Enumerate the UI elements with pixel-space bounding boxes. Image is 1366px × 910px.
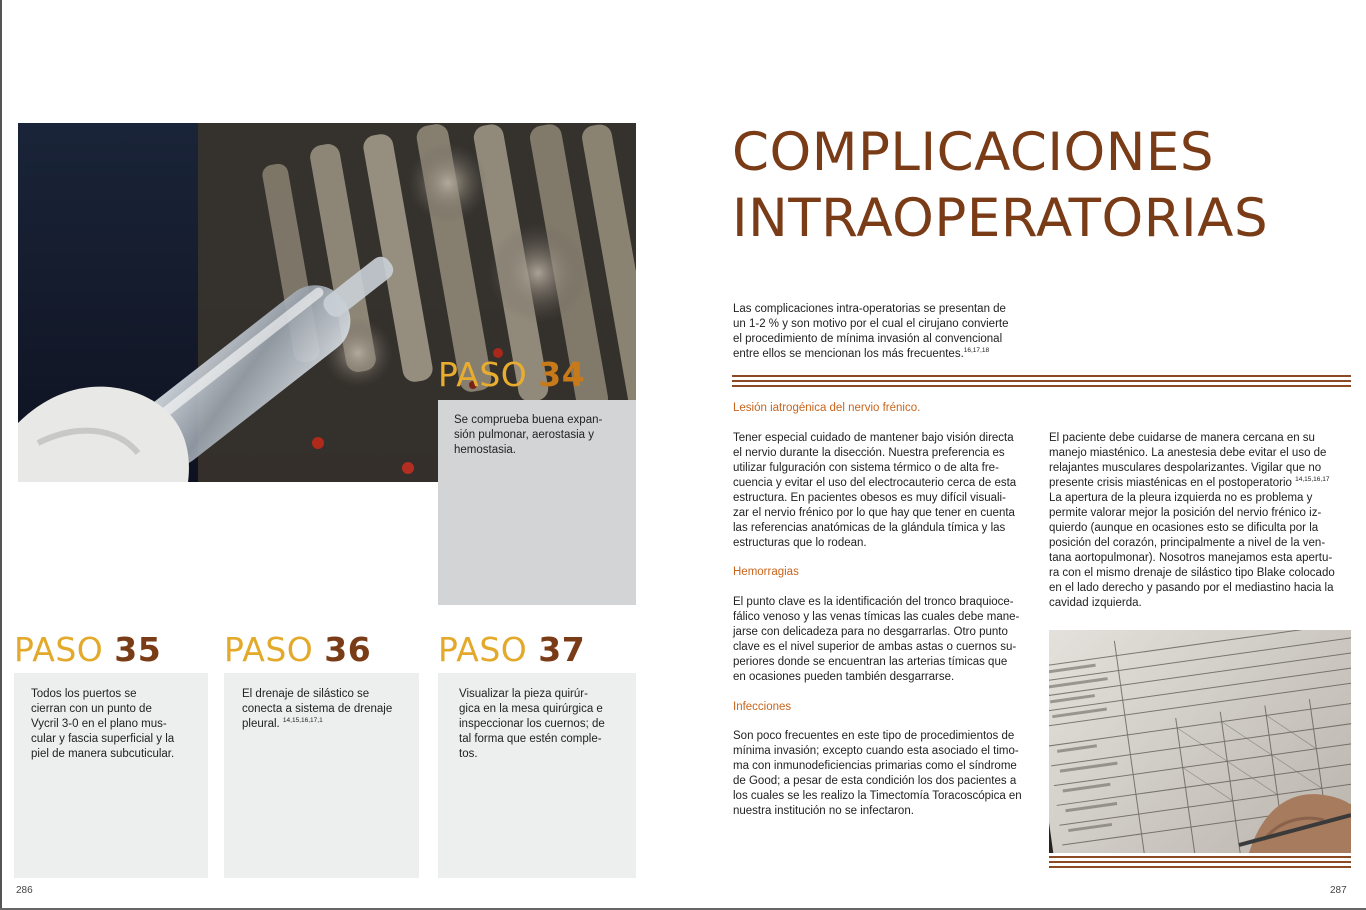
paso-35-line: cierran con un punto de: [31, 703, 152, 715]
paso-34-line: Se comprueba buena expan-: [454, 414, 603, 426]
page-title: COMPLICACIONES INTRAOPERATORIAS: [732, 122, 1269, 249]
paso-34-box: [438, 400, 636, 605]
paragraph-lesion: Tener especial cuidado de mantener bajo visión directa el nervio durante la disección. Nuestra preferencia es utilizar fulguración con sistema térmico o de alta fre- cuencia y evitar el uso del electrocauterio cerca de esta estructura. En pacientes obesos es muy difícil visuali- zar el nervio frénico por lo que hay que tener en cuenta las referencias anatómicas de la glándula tímica y las estructuras que lo rodean.: [733, 432, 1017, 549]
section-heading-infecciones: Infecciones: [733, 701, 792, 713]
paso-35-title: PASO 35: [14, 630, 162, 669]
page-left-edge: [0, 0, 2, 910]
intro-refs: 16,17,18: [963, 347, 990, 355]
intro-paragraph: Las complicaciones intra-operatorias se presentan de un 1-2 % y son motivo por el cual el cirujano convierte el procedimiento de mínima invasión al convencional entre ellos se mencionan los más frecuentes.$^{16,17,18}$: [733, 303, 1009, 360]
section-heading-hemorragias: Hemorragias: [733, 566, 799, 578]
paso-36-line: conecta a sistema de drenaje: [242, 703, 393, 715]
paso-37-line: Visualizar la pieza quirúr-: [459, 688, 588, 700]
paso-35-line: Todos los puertos se: [31, 688, 137, 700]
section-divider: [732, 375, 1351, 390]
page-number-left: 286: [16, 885, 33, 896]
photo-divider: [1049, 856, 1351, 871]
paso-37-line: tal forma que estén comple-: [459, 733, 602, 745]
medical-form-photo-art: [1049, 630, 1351, 853]
paso-36-line: El drenaje de silástico se: [242, 688, 370, 700]
paso-35-line: piel de manera subcuticular.: [31, 748, 175, 760]
paso-35-box: [14, 673, 208, 878]
paso-34-title: PASO 34: [438, 355, 586, 394]
paso-34-line: hemostasia.: [454, 444, 517, 456]
section-heading-lesion: Lesión iatrogénica del nervio frénico.: [733, 402, 921, 414]
paso-34-line: sión pulmonar, aerostasia y: [454, 429, 594, 441]
paragraph-column-two: El paciente debe cuidarse de manera cercana en su manejo miasténico. La anestesia debe evitar el uso de relajantes musculares despolarizantes. Vigilar que no presente crisis miasténicas en el postoperatorio $^{14,15,16,17}$ La apertura de la pleura izquierda no es problema y permite valorar mejor la posición del nervio frénico iz- quierdo (aunque en ocasiones esto se dificulta por la posición del corazón, principalmente a nivel de la ven- tana aortopulmonar). Nosotros manejamos esta apertu- ra con el mismo drenaje de silástico tipo Blake colocado en el lado derecho y pasando por el mediastino hacia la cavidad izquierda.: [1049, 432, 1335, 609]
paragraph-infecciones: Son poco frecuentes en este tipo de procedimientos de mínima invasión; excepto cuando esta asociado el timo- ma con inmunodeficiencias primarias como el síndrome de Good; a pesar de esta condición los dos pacientes a los cuales se les realizo la Timectomía Toracoscópica en nuestra institución no se infectaron.: [733, 730, 1022, 817]
paso-37-box: [438, 673, 636, 878]
col2-refs: 14,15,16,17: [1295, 476, 1330, 484]
paso-36-box: [224, 673, 419, 878]
paso-37-title: PASO 37: [438, 630, 586, 669]
paso-36-refs: 14,15,16,17,1: [282, 717, 323, 725]
paso-35-line: cular y fascia superficial y la: [31, 733, 175, 745]
paso-37-line: gica en la mesa quirúrgica e: [459, 703, 603, 715]
paso-36-line: pleural. $^{14,15,16,17,1}$: [242, 717, 323, 730]
paso-37-line: tos.: [459, 748, 478, 760]
page-number-right: 287: [1330, 885, 1347, 896]
paso-36-title: PASO 36: [224, 630, 372, 669]
medical-form-photo: [1049, 630, 1351, 853]
paso-37-line: inspeccionar los cuernos; de: [459, 718, 605, 730]
paragraph-hemorragias: El punto clave es la identificación del tronco braquioce- fálico venoso y las venas tímicas las cuales debe mane- jarse con delicadeza para no desgarrarlas. Otro punto clave es el nivel superior de ambas astas o cuernos su- periores donde se encuentran las arterias tímicas que en ocasiones pueden también desgarrarse.: [733, 596, 1020, 683]
paso-35-line: Vycril 3-0 en el plano mus-: [31, 718, 167, 730]
